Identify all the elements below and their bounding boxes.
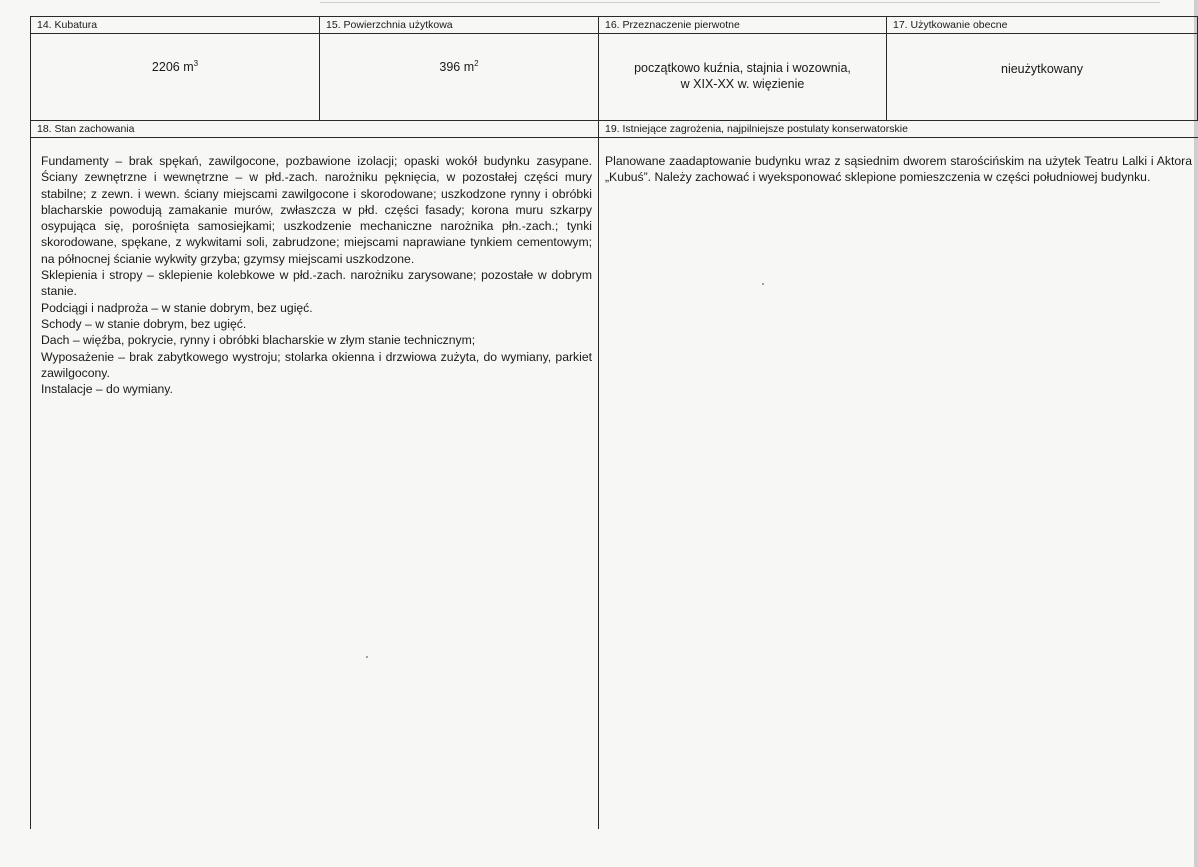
cell-kubatura (30, 17, 319, 120)
przeznaczenie-value: początkowo kuźnia, stajnia i wozownia, w XIX-XX w. więzienie (634, 61, 851, 91)
form-row-2 (30, 121, 1198, 829)
cell-label-14: 14. Kubatura (31, 17, 319, 34)
cell-label-15: 15. Powierzchnia użytkowa (320, 17, 598, 34)
cell-zagrozenia (598, 121, 1198, 829)
paragraph-sklepienia: Sklepienia i stropy – sklepienie kolebkowe w płd.-zach. narożniku zarysowane; pozostałe w dobrym stanie. (41, 268, 592, 299)
paragraph-schody: Schody – w stanie dobrym, bez ugięć. (41, 316, 247, 331)
cell-powierzchnia (319, 17, 598, 120)
cell-label-17: 17. Użytkowanie obecne (887, 17, 1197, 34)
scan-speck (762, 283, 764, 285)
cell-stan-zachowania (30, 121, 598, 829)
paragraph-wyposazenie: Wyposażenie – brak zabytkowego wystroju; stolarka okienna i drzwiowa zużyta, do wymiany, parkiet zawilgocony. (41, 349, 592, 380)
kubatura-value: 2206 $m^3$ (151, 58, 199, 74)
cell-label-18: 18. Stan zachowania (31, 121, 598, 138)
powierzchnia-value: 396 $m^2$ (439, 58, 479, 74)
paragraph-podciagi: Podciągi i nadproża – w stanie dobrym, bez ugięć. (41, 300, 313, 315)
paragraph-instalacje: Instalacje – do wymiany. (41, 382, 173, 397)
paragraph-fundamenty: Fundamenty – brak spękań, zawilgocone, pozbawione izolacji; opaski wokół budynku zasypane. Ściany zewnętrzne i wewnętrzne – w płd.-zach. narożniku pęknięcia, w pozostałej części mury stabilne; z zewn. i wewn. ściany miejscami zawilgocone i skorodowane; uszkodzone rynny i obróbki blacharskie powodują zamakanie murów, zwłaszcza w płd. części fasady; korona muru szkarpy osypująca się, porośnięta samosiejkami; uszkodzenie mechaniczne narożnika płn.-zach.; tynki skorodowane, spękane, z wykwitami soli, zabrudzone; miejscami naprawiane tynkiem cementowym; na północnej ścianie wykwity grzyba; gzymsy miejscami uszkodzone. (41, 154, 592, 266)
uzytkowanie-value: nieużytkowany (1001, 62, 1083, 76)
cell-uzytkowanie (886, 17, 1198, 120)
form-row-1 (30, 17, 1198, 121)
scan-top-line (320, 2, 1160, 3)
cell-przeznaczenie (598, 17, 886, 120)
cell-label-16: 16. Przeznaczenie pierwotne (599, 17, 886, 34)
scan-speck (366, 656, 368, 658)
stan-zachowania-text (41, 153, 592, 397)
form-grid (30, 16, 1198, 397)
cell-label-19: 19. Istniejące zagrożenia, najpilniejsze postulaty konserwatorskie (599, 121, 1198, 138)
paragraph-dach: Dach – więźba, pokrycie, rynny i obróbki blacharskie w złym stanie technicznym; (41, 333, 476, 348)
zagrozenia-text: Planowane zaadaptowanie budynku wraz z sąsiednim dworem starościńskim na użytek Teatru Lalki i Aktora „Kubuś”. Należy zachować i wyeksponować sklepione pomieszczenia w części południowej budynku. (605, 154, 1192, 185)
